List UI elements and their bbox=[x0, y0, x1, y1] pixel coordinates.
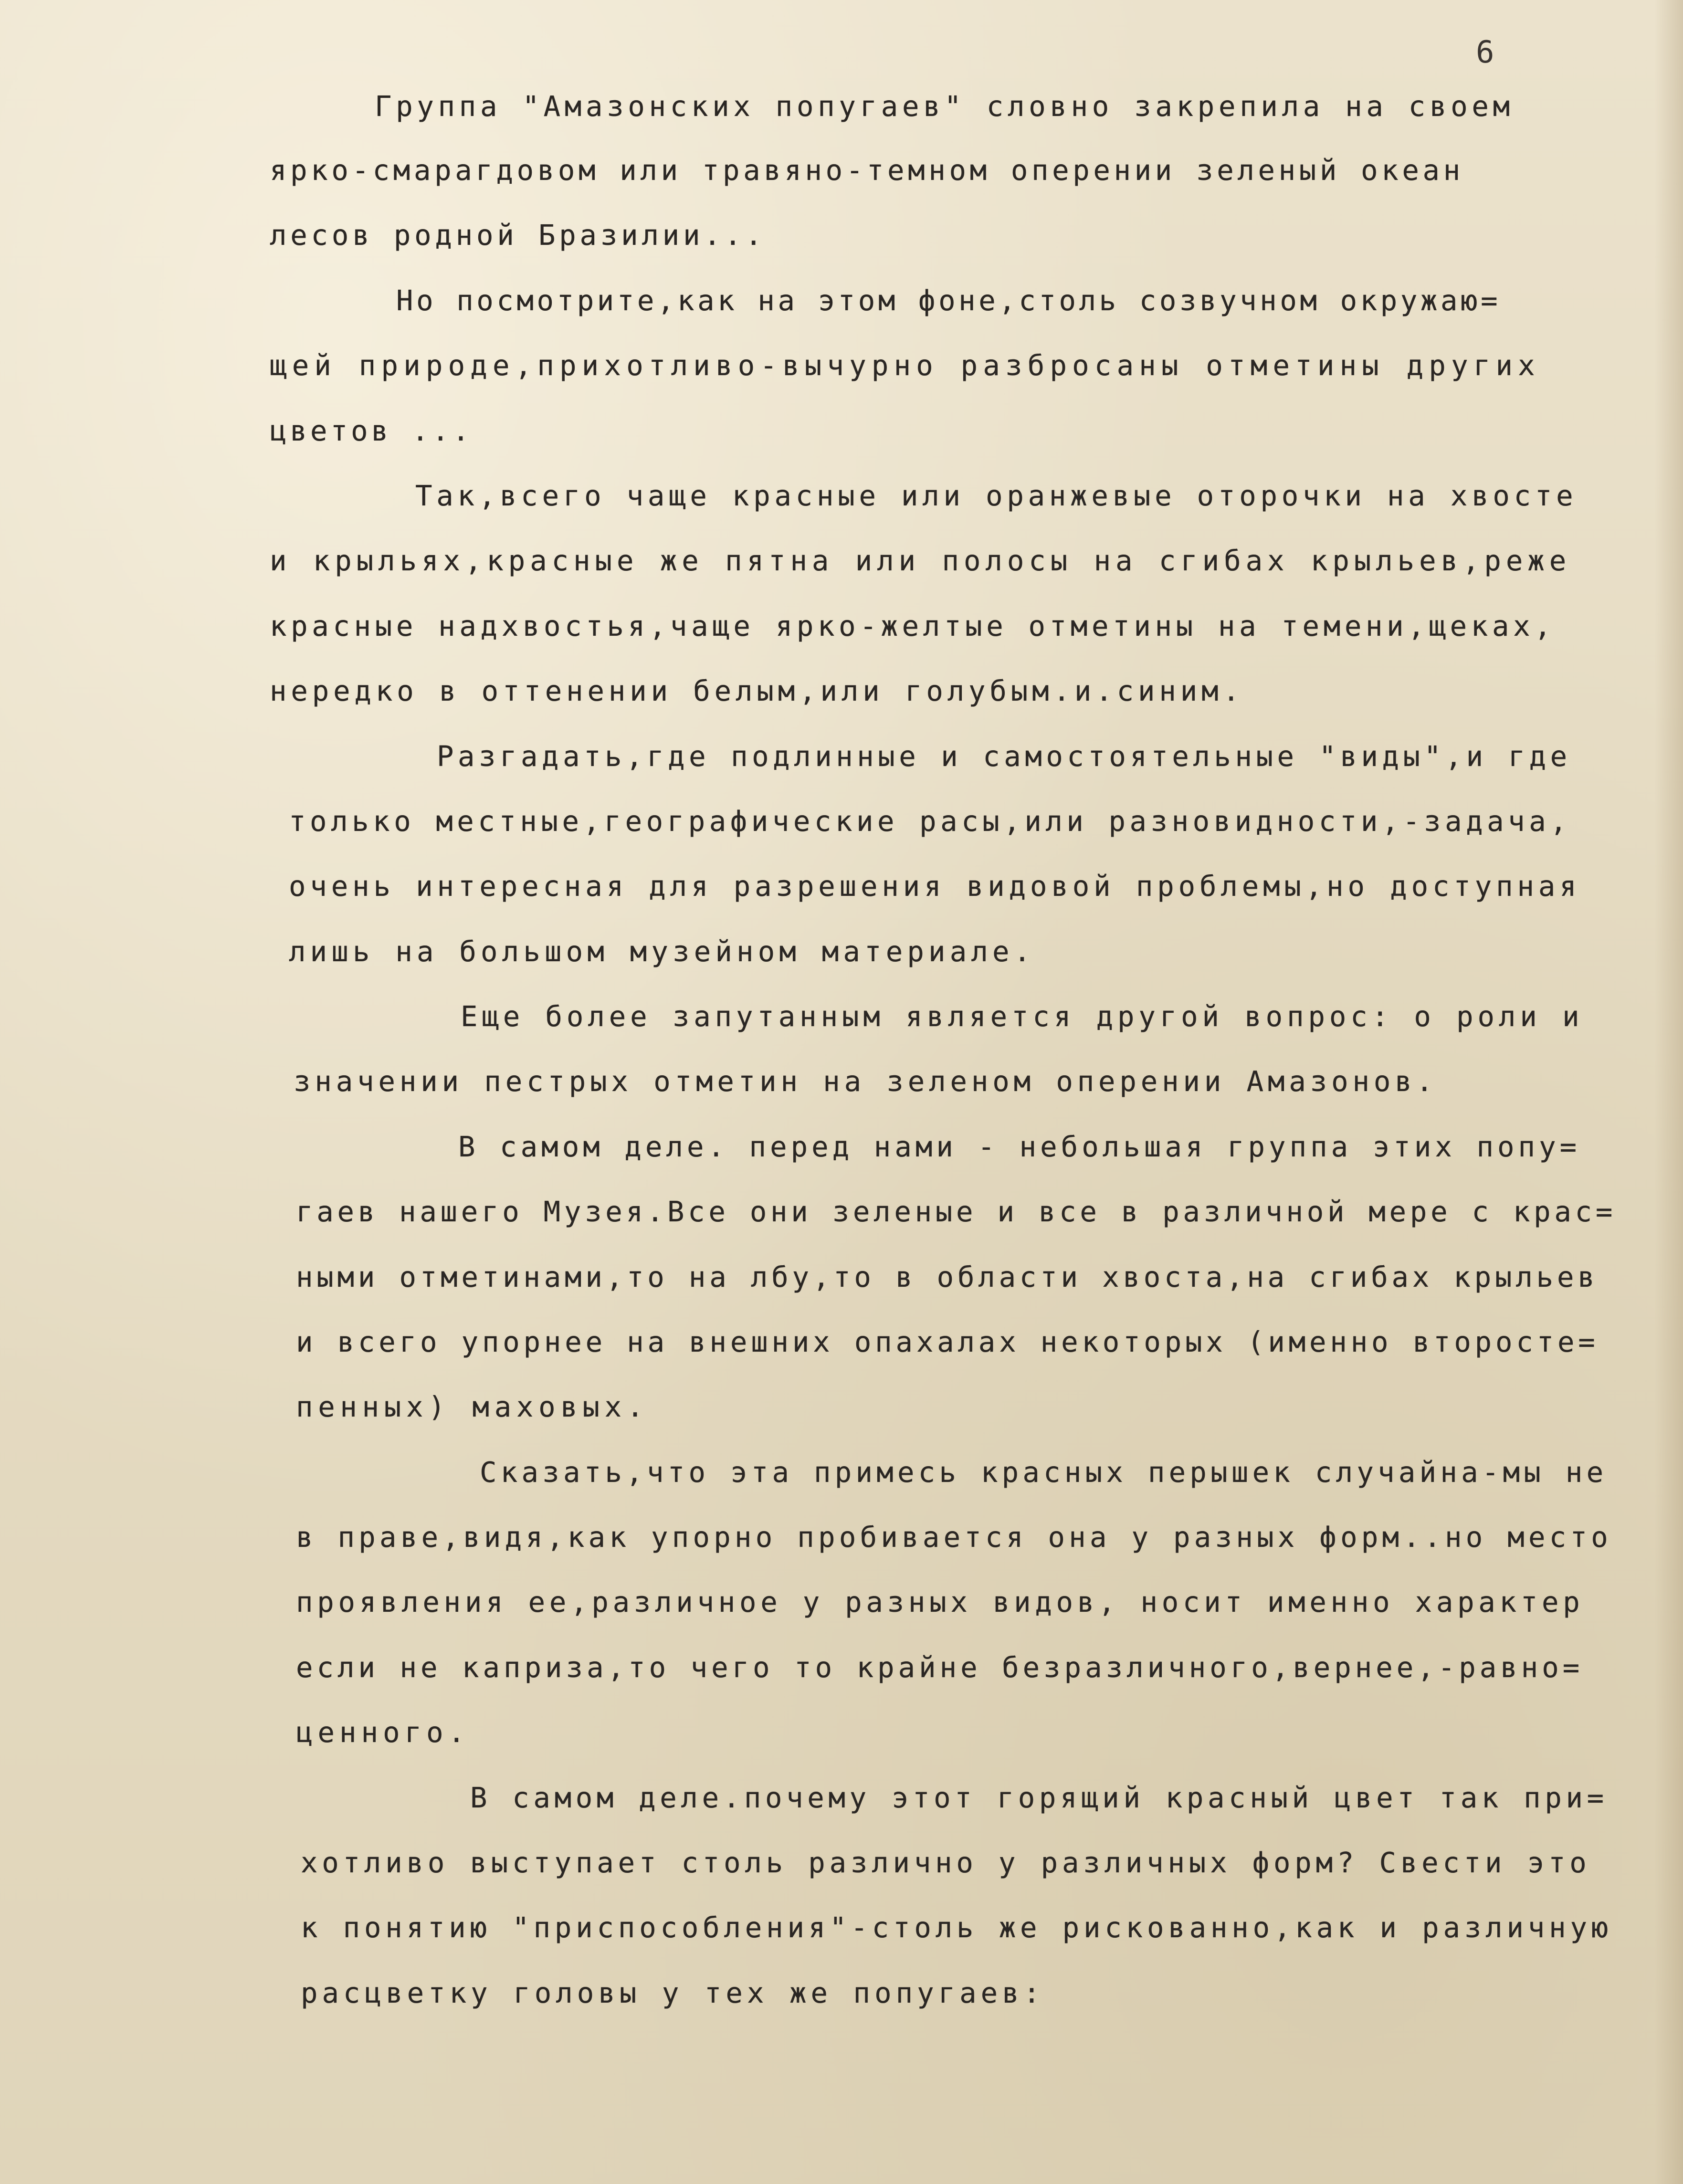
text-line: гаев нашего Музея.Все они зеленые и все в различной мере с крас= bbox=[296, 1195, 1617, 1228]
text-line: лишь на большом музейном материале. bbox=[289, 935, 1035, 968]
text-line: пенных) маховых. bbox=[296, 1390, 649, 1423]
text-line: очень интересная для разрешения видовой проблемы,но доступная bbox=[289, 870, 1581, 903]
text-line: ценного. bbox=[296, 1716, 470, 1749]
text-line: Сказать,что эта примесь красных перышек случайна-мы не bbox=[480, 1456, 1608, 1489]
text-line: ными отметинами,то на лбу,то в области хвоста,на сгибах крыльев bbox=[296, 1260, 1599, 1293]
text-line: расцветку головы у тех же попугаев: bbox=[301, 1976, 1045, 2009]
text-line: Группа "Амазонских попугаев" словно закрепила на своем bbox=[375, 90, 1514, 123]
text-line: если не каприза,то чего то крайне безразличного,вернее,-равно= bbox=[296, 1651, 1584, 1684]
page-number: 6 bbox=[1476, 35, 1495, 70]
text-line: Так,всего чаще красные или оранжевые оторочки на хвосте bbox=[415, 479, 1578, 512]
paper-fold-shadow bbox=[1654, 0, 1683, 2184]
text-line: хотливо выступает столь различно у различных форм? Свести это bbox=[301, 1846, 1591, 1879]
text-line: к понятию "приспособления"-столь же рискованно,как и различную bbox=[301, 1911, 1613, 1944]
text-line: щей природе,прихотливо-вычурно разбросаны отметины других bbox=[270, 349, 1540, 382]
text-line: цветов ... bbox=[270, 414, 473, 447]
text-line: красные надхвостья,чаще ярко-желтые отметины на темени,щеках, bbox=[270, 609, 1556, 642]
text-line: нередко в оттенении белым,или голубым.и.синим. bbox=[270, 674, 1244, 707]
text-line: проявления ее,различное у разных видов, носит именно характер bbox=[296, 1586, 1584, 1618]
text-line: лесов родной Бразилии... bbox=[270, 219, 766, 252]
text-line: Но посмотрите,как на этом фоне,столь созвучном окружаю= bbox=[396, 284, 1501, 317]
text-line: В самом деле. перед нами - небольшая группа этих попу= bbox=[458, 1130, 1581, 1163]
text-line: в праве,видя,как упорно пробивается она у разных форм..но место bbox=[296, 1521, 1612, 1554]
text-line: только местные,географические расы,или разновидности,-задача, bbox=[289, 805, 1571, 838]
text-line: значении пестрых отметин на зеленом оперении Амазонов. bbox=[294, 1065, 1437, 1098]
text-line: ярко-смарагдовом или травяно-темном оперении зеленый океан bbox=[270, 154, 1464, 187]
text-line: Еще более запутанным является другой вопрос: о роли и bbox=[461, 1000, 1584, 1033]
text-line: и всего упорнее на внешних опахалах некоторых (именно второсте= bbox=[296, 1325, 1599, 1358]
text-line: В самом деле.почему этот горящий красный цвет так при= bbox=[470, 1781, 1608, 1814]
text-line: и крыльях,красные же пятна или полосы на сгибах крыльев,реже bbox=[270, 544, 1571, 577]
text-line: Разгадать,где подлинные и самостоятельные "виды",и где bbox=[437, 740, 1571, 773]
